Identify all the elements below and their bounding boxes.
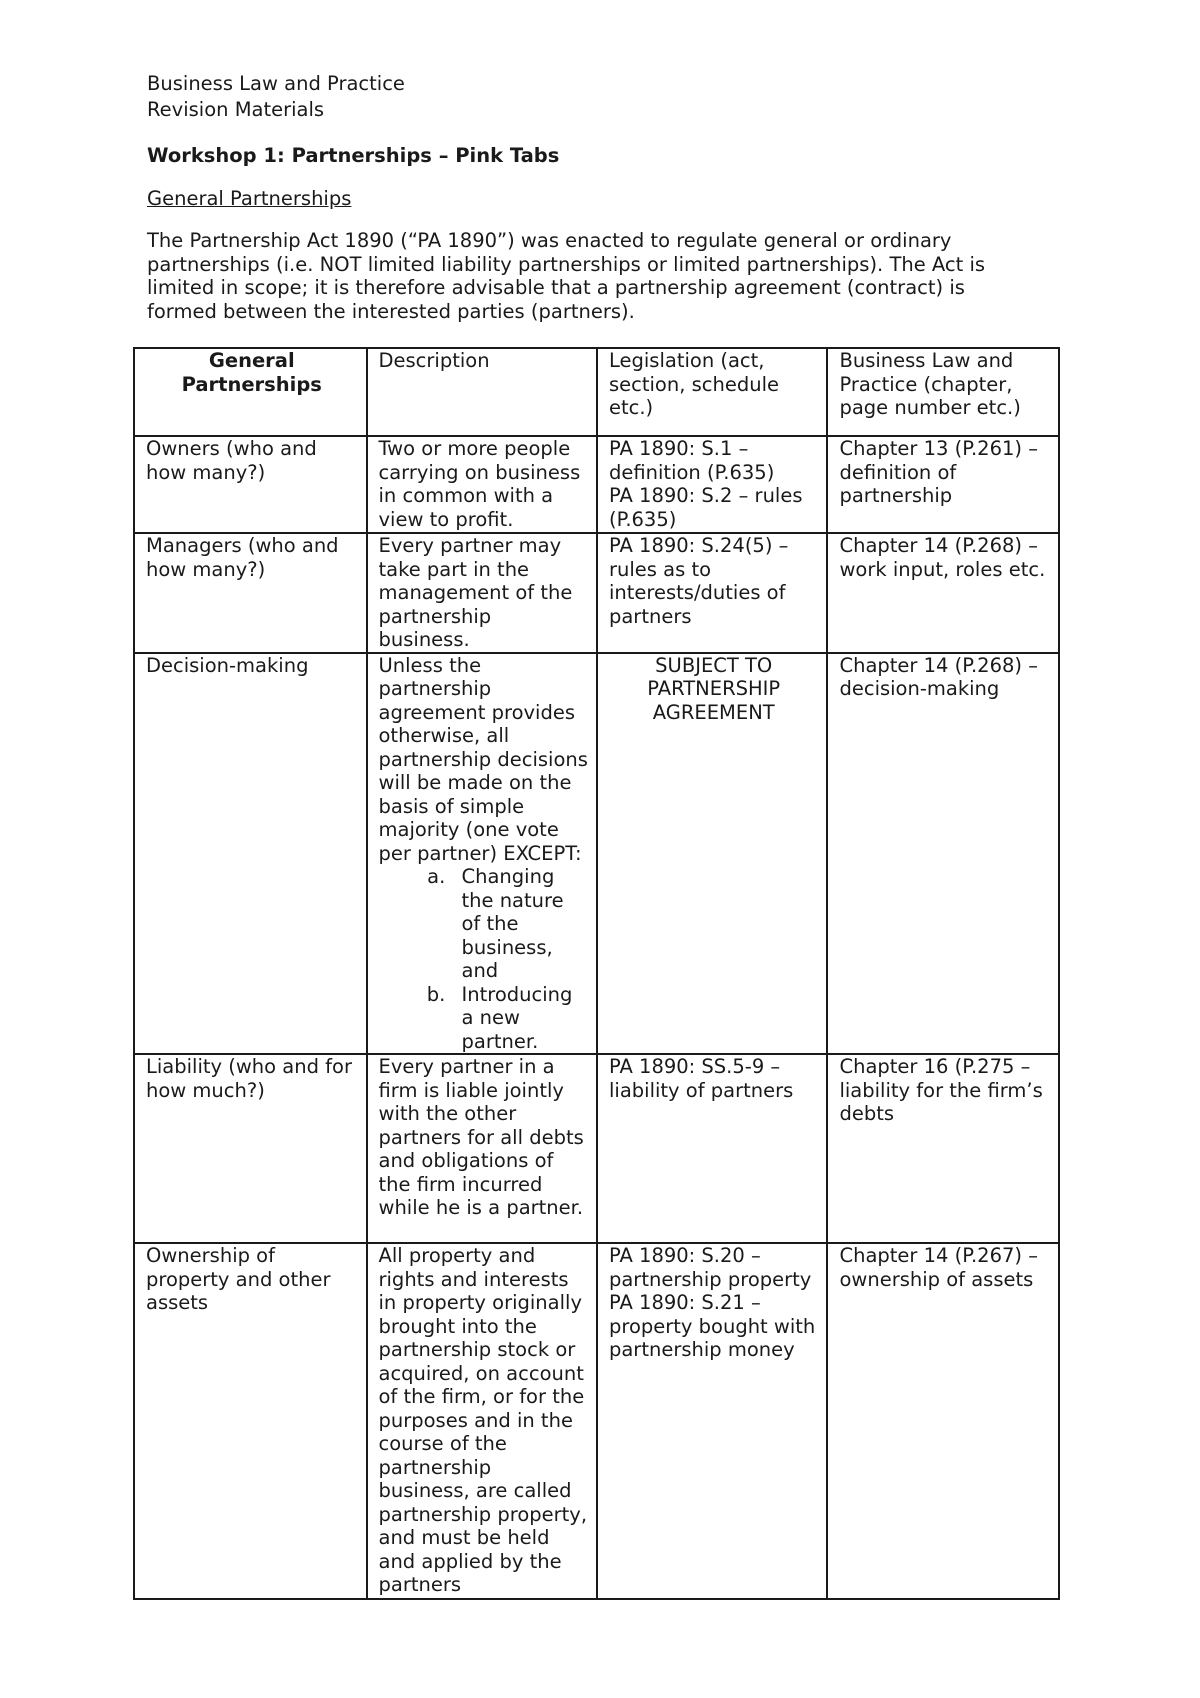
section-heading: General Partnerships: [147, 187, 352, 210]
legislation-entry: PA 1890: S.21 – property bought with partnership money: [608, 1291, 816, 1361]
row-label-managers: Managers (who and how many?): [134, 533, 367, 653]
cell-reference: Chapter 13 (P.261) – definition of partnership: [827, 436, 1059, 533]
cell-legislation: [597, 533, 827, 653]
row-label-ownership: Ownership of property and other assets: [134, 1243, 367, 1599]
header-general-partnerships: General Partnerships: [134, 348, 367, 436]
header-subtitle: Revision Materials: [147, 98, 325, 121]
table-header-row: [134, 348, 1059, 436]
intro-line: partnerships (i.e. NOT limited liability partnerships or limited partnerships). The Act is: [147, 252, 986, 276]
list-item: a. Changing the nature of the business, and: [452, 865, 588, 983]
intro-paragraph: [147, 229, 1047, 323]
row-label-decision-making: Decision-making: [134, 653, 367, 1055]
cell-reference: Chapter 14 (P.268) – work input, roles etc.: [827, 533, 1059, 653]
intro-line: The Partnership Act 1890 (“PA 1890”) was enacted to regulate general or ordinary: [147, 229, 952, 252]
cell-description: All property and rights and interests in property originally brought into the partnership stock or acquired, on account of the firm, or for the purposes and in the course of the partnership business, are called partnership property, and must be held and applied by the partners: [367, 1243, 597, 1599]
cell-legislation: [597, 436, 827, 533]
cell-description: [367, 653, 597, 1055]
list-item: b. Introducing a new partner.: [452, 983, 588, 1054]
legislation-entry: PA 1890: S.20 – partnership property: [608, 1244, 812, 1291]
intro-line: formed between the interested parties (partners).: [147, 299, 635, 323]
row-label-owners: Owners (who and how many?): [134, 436, 367, 533]
intro-line: limited in scope; it is therefore advisable that a partnership agreement (contract) is: [147, 276, 965, 299]
header-description: Description: [367, 348, 597, 436]
cell-reference: Chapter 16 (P.275 – liability for the firm’s debts: [827, 1054, 1059, 1243]
cell-description: Every partner may take part in the management of the partnership business.: [367, 533, 597, 653]
table-row: [134, 1243, 1059, 1599]
table-row: [134, 533, 1059, 653]
legislation-entry: PA 1890: SS.5-9 – liability of partners: [608, 1055, 794, 1102]
cell-reference: Chapter 14 (P.268) – decision-making: [827, 653, 1059, 1055]
cell-reference: Chapter 14 (P.267) – ownership of assets: [827, 1243, 1059, 1599]
cell-legislation: [597, 1243, 827, 1599]
header-reference: Business Law and Practice (chapter, page number etc.): [827, 348, 1059, 436]
header-course-title: Business Law and Practice: [147, 72, 405, 95]
decision-description: Unless the partnership agreement provides otherwise, all partnership decisions will be made on the basis of simple majority (one vote per partner) EXCEPT:: [378, 653, 588, 865]
header-legislation: Legislation (act, section, schedule etc.): [597, 348, 827, 436]
legislation-entry: PA 1890: S.24(5) – rules as to interests/duties of partners: [608, 534, 789, 628]
cell-legislation: [597, 1054, 827, 1243]
workshop-title: Workshop 1: Partnerships – Pink Tabs: [147, 144, 560, 167]
row-label-liability: Liability (who and for how much?): [134, 1054, 367, 1243]
cell-description: Two or more people carrying on business in common with a view to profit.: [367, 436, 597, 533]
partnership-table: [133, 347, 1060, 1600]
cell-legislation-note: SUBJECT TO PARTNERSHIP AGREEMENT: [597, 653, 827, 1055]
table-row: [134, 1054, 1059, 1243]
legislation-entry: PA 1890: S.2 – rules (P.635): [608, 484, 803, 531]
legislation-entry: PA 1890: S.1 – definition (P.635): [608, 437, 775, 484]
exceptions-list: [379, 865, 588, 1053]
cell-description: Every partner in a firm is liable jointly with the other partners for all debts and obligations of the firm incurred while he is a partner.: [367, 1054, 597, 1243]
table-row: [134, 653, 1059, 1055]
table-row: [134, 436, 1059, 533]
